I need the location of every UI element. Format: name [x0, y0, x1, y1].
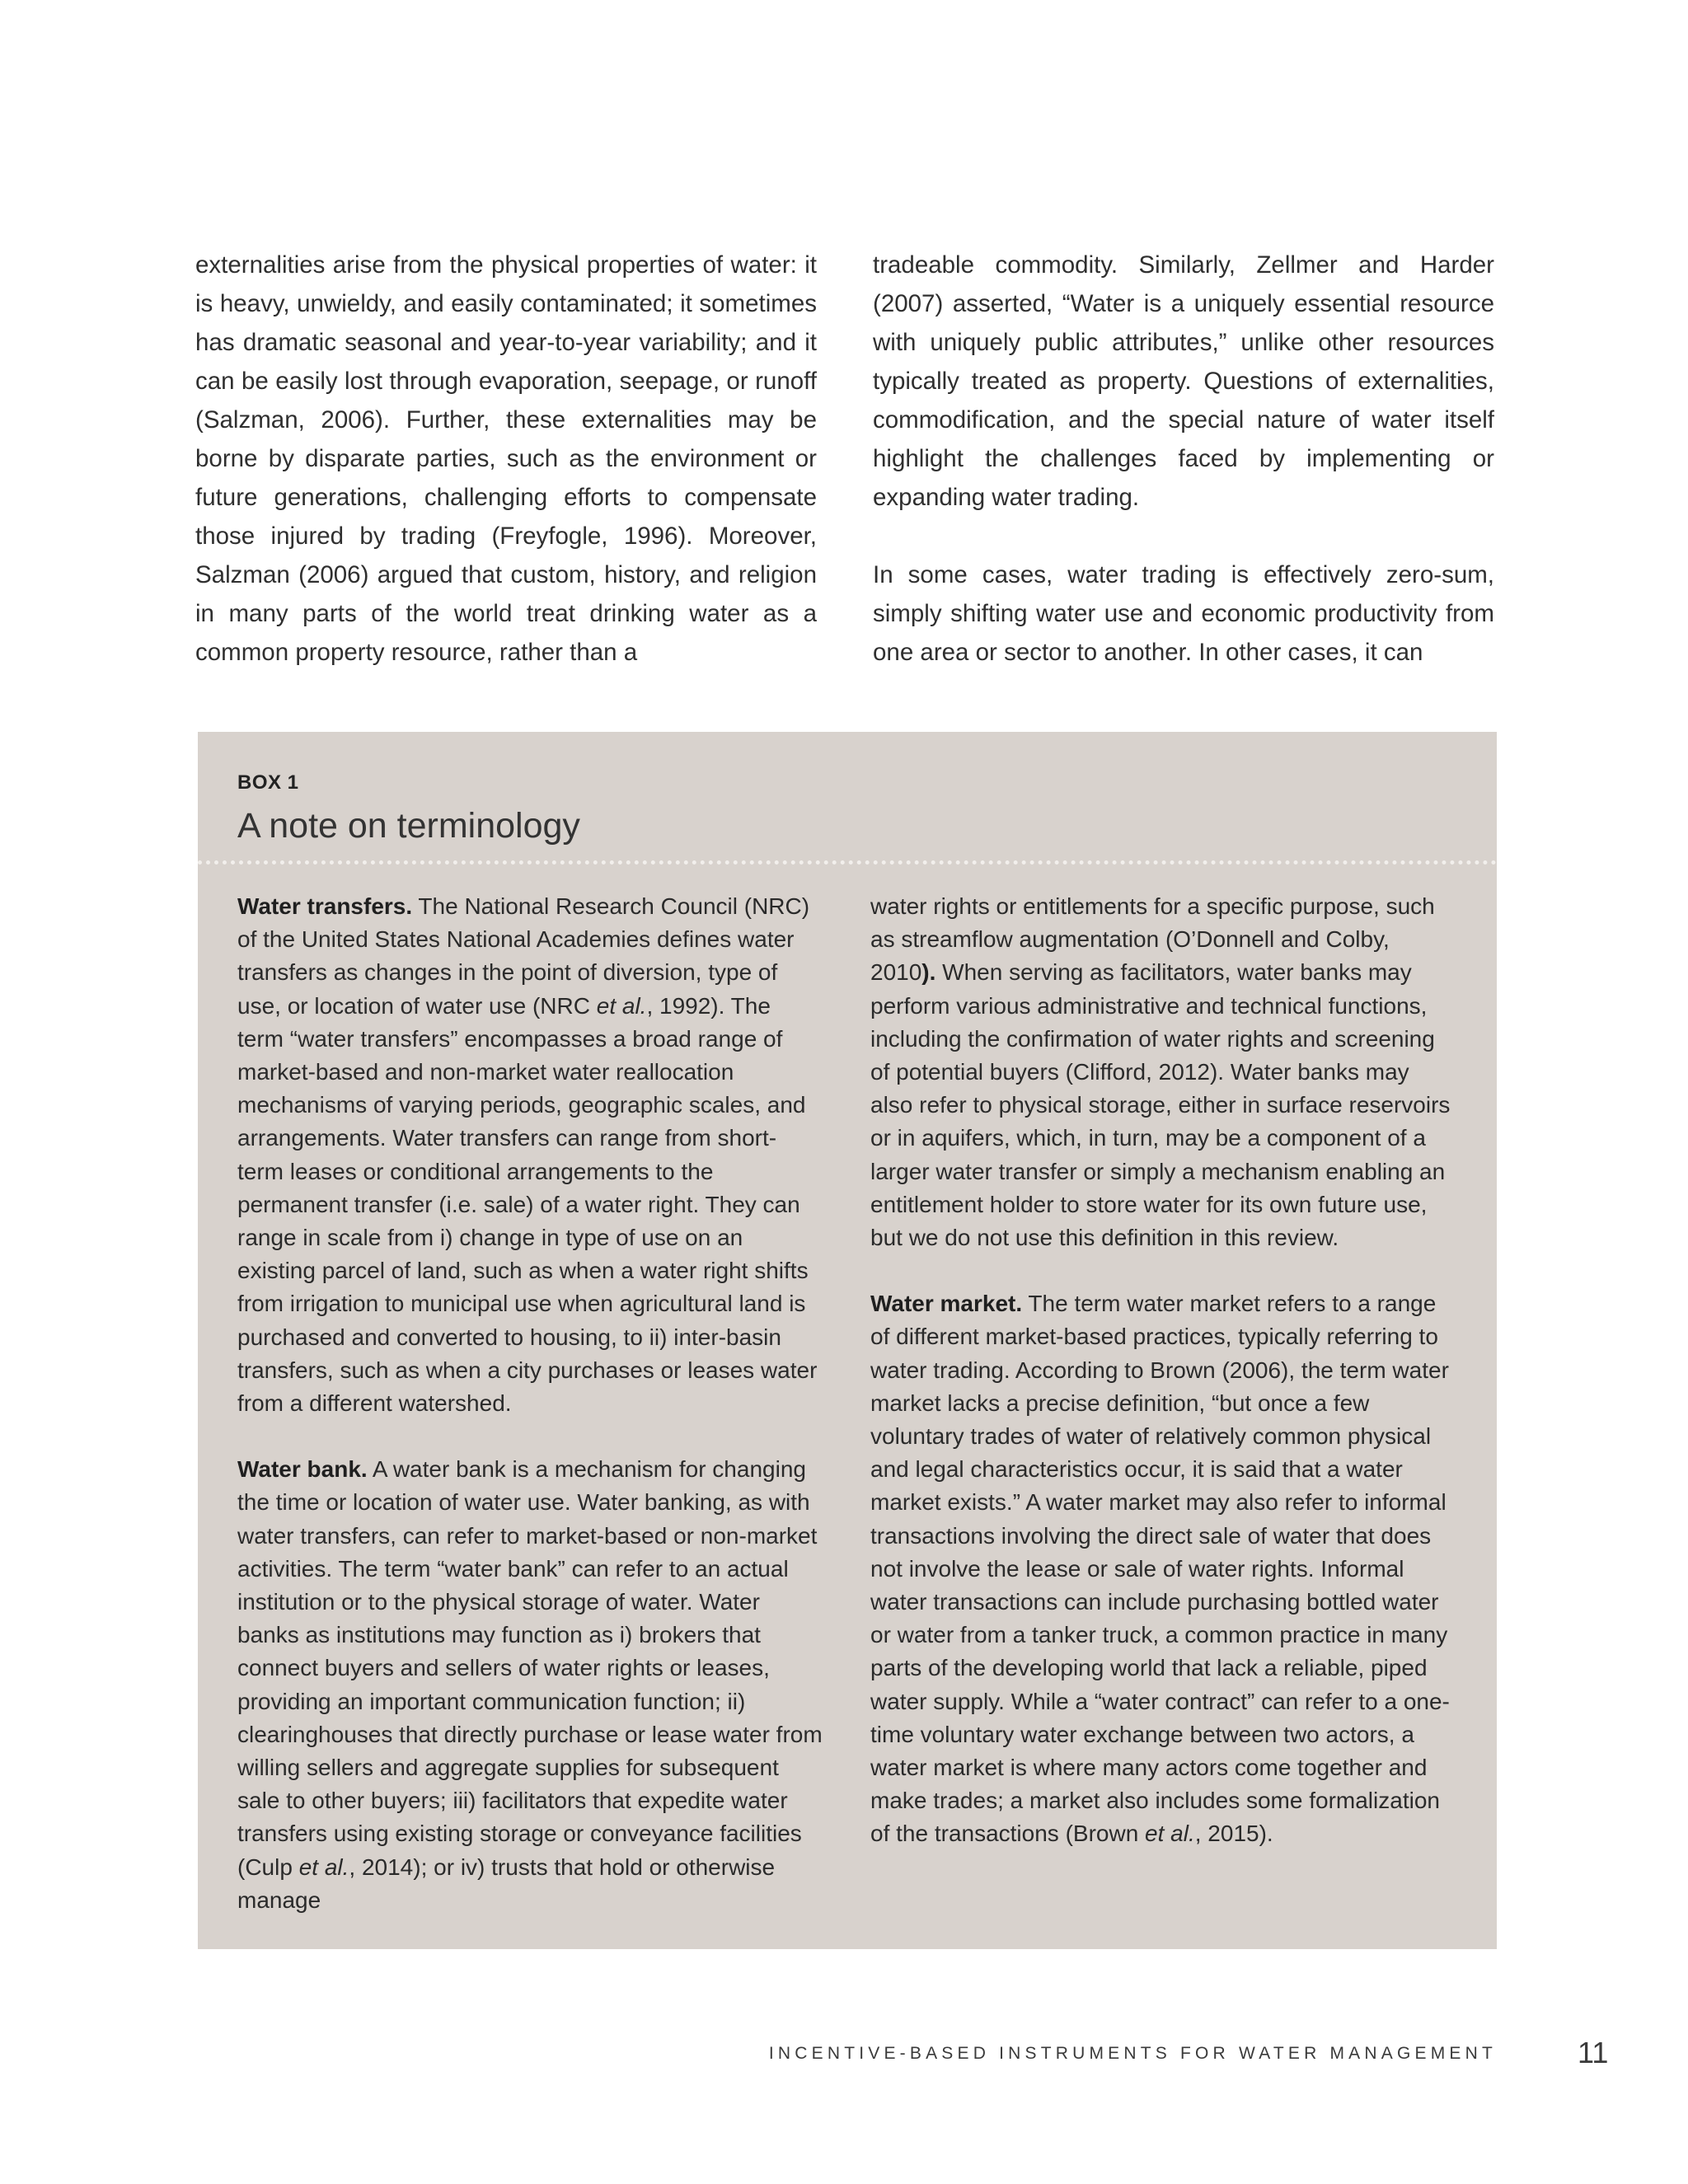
box-label: BOX 1 [237, 771, 299, 794]
box-right-column [870, 890, 1456, 1917]
intro-text [195, 246, 1494, 672]
intro-paragraph: tradeable commodity. Similarly, Zellmer and Harder (2007) asserted, “Water is a uniquely essential resource with uniquely public attributes,” unlike other resources typically treated as property. Questions of externalities, commodification, and the special nature of water itself highlight the challenges faced by implementing or expanding water trading. [873, 251, 1494, 511]
terminology-box [198, 732, 1497, 1949]
definition-text: A water bank is a mechanism for changing the time or location of water use. Water banking, as with water transfers, can refer to market-based or non-market activities. The term “water bank” can refer to an actual institution or to the physical storage of water. Water banks as institutions may function as i) brokers that connect buyers and sellers of water rights or leases, providing an important communication function; ii) clearinghouses that directly purchase or lease water from willing sellers and aggregate supplies for subsequent sale to other buyers; iii) facilitators that expedite water transfers using existing storage or conveyance facilities (Culp [237, 1456, 823, 1880]
definition-text: The National Research Council (NRC) of the United States National Academies defines water transfers as changes in the point of diversion, type of use, or location of water use (NRC [237, 893, 810, 1019]
definition-text: , 1992). The term “water transfers” encompasses a broad range of market-based and non-market water reallocation mechanisms of varying periods, geographic scales, and arrangements. Water transfers can range from short-term leases or conditional arrangements to the permanent transfer (i.e. sale) of a water right. They can range in scale from i) change in type of use on an existing parcel of land, such as when a water right shifts from irrigation to municipal use when agricultural land is purchased and converted to housing, to ii) inter-basin transfers, such as when a city purchases or leases water from a different watershed. [237, 992, 818, 1417]
et-al: et al. [298, 1854, 349, 1880]
intro-paragraph: externalities arise from the physical properties of water: it is heavy, unwieldy, and easily contaminated; it sometimes has dramatic seasonal and year-to-year variability; and it can be easily lost through evaporation, seepage, or runoff (Salzman, 2006). Further, these externalities may be borne by disparate parties, such as the environment or future generations, challenging efforts to compensate those injured by trading (Freyfogle, 1996). Moreover, Salzman (2006) argued that custom, history, and religion in many parts of the world treat drinking water as a common property resource, rather than a [195, 251, 817, 666]
term-water-market: Water market. [870, 1291, 1023, 1317]
intro-left-column [195, 246, 817, 672]
box-left-column [237, 890, 823, 1917]
box-body [237, 890, 1456, 1917]
definition-text: , 2014); or iv) trusts that hold or otherwise manage [237, 1854, 776, 1913]
box-header [198, 732, 1497, 860]
definition-text: When serving as facilitators, water banks may perform various administrative and technical functions, including the confirmation of water rights and screening of potential buyers (Clifford, 2012). Water banks may also refer to physical storage, either in surface reservoirs or in aquifers, which, in turn, may be a component of a larger water transfer or simply a mechanism enabling an entitlement holder to store water for its own future use, but we do not use this definition in this review. [870, 959, 1451, 1251]
water-bank-paragraph [237, 1453, 823, 1917]
intro-right-column [873, 246, 1494, 672]
et-al: et al. [596, 992, 647, 1019]
water-bank-continued-paragraph [870, 890, 1456, 1254]
term-water-transfers: Water transfers. [237, 893, 413, 919]
definition-text: water rights or entitlements for a specific purpose, such as streamflow augmentation (O’Donnell and Colby, 2010 [870, 893, 1435, 986]
definition-text: , 2015). [1194, 1821, 1273, 1847]
page-footer [0, 2036, 1688, 2069]
water-transfers-paragraph [237, 890, 823, 1420]
definition-text: The term water market refers to a range of different market-based practices, typically referring to water trading. According to Brown (2006), the term water market lacks a precise definition, “but once a few voluntary trades of water of relatively common physical and legal characteristics occur, it is said that a water market exists.” A water market may also refer to informal transactions involving the direct sale of water that does not involve the lease or sale of water rights. Informal water transactions can include purchasing bottled water or water from a tanker truck, a common practice in many parts of the developing world that lack a reliable, piped water supply. While a “water contract” can refer to a one-time voluntary water exchange between two actors, a water market is where many actors come together and make trades; a market also includes some formalization of the transactions (Brown [870, 1291, 1450, 1847]
et-al: et al. [1145, 1821, 1195, 1847]
box-title: A note on terminology [237, 806, 580, 846]
page-number: 11 [1578, 2036, 1609, 2069]
dotted-divider [198, 860, 1497, 865]
intro-paragraph: In some cases, water trading is effectively zero-sum, simply shifting water use and economic productivity from one area or sector to another. In other cases, it can [873, 561, 1494, 666]
term-water-bank: Water bank. [237, 1456, 368, 1483]
bold-punctuation: ). [921, 959, 936, 986]
running-title: INCENTIVE-BASED INSTRUMENTS FOR WATER MANAGEMENT [768, 2044, 1497, 2063]
water-market-paragraph [870, 1287, 1456, 1850]
